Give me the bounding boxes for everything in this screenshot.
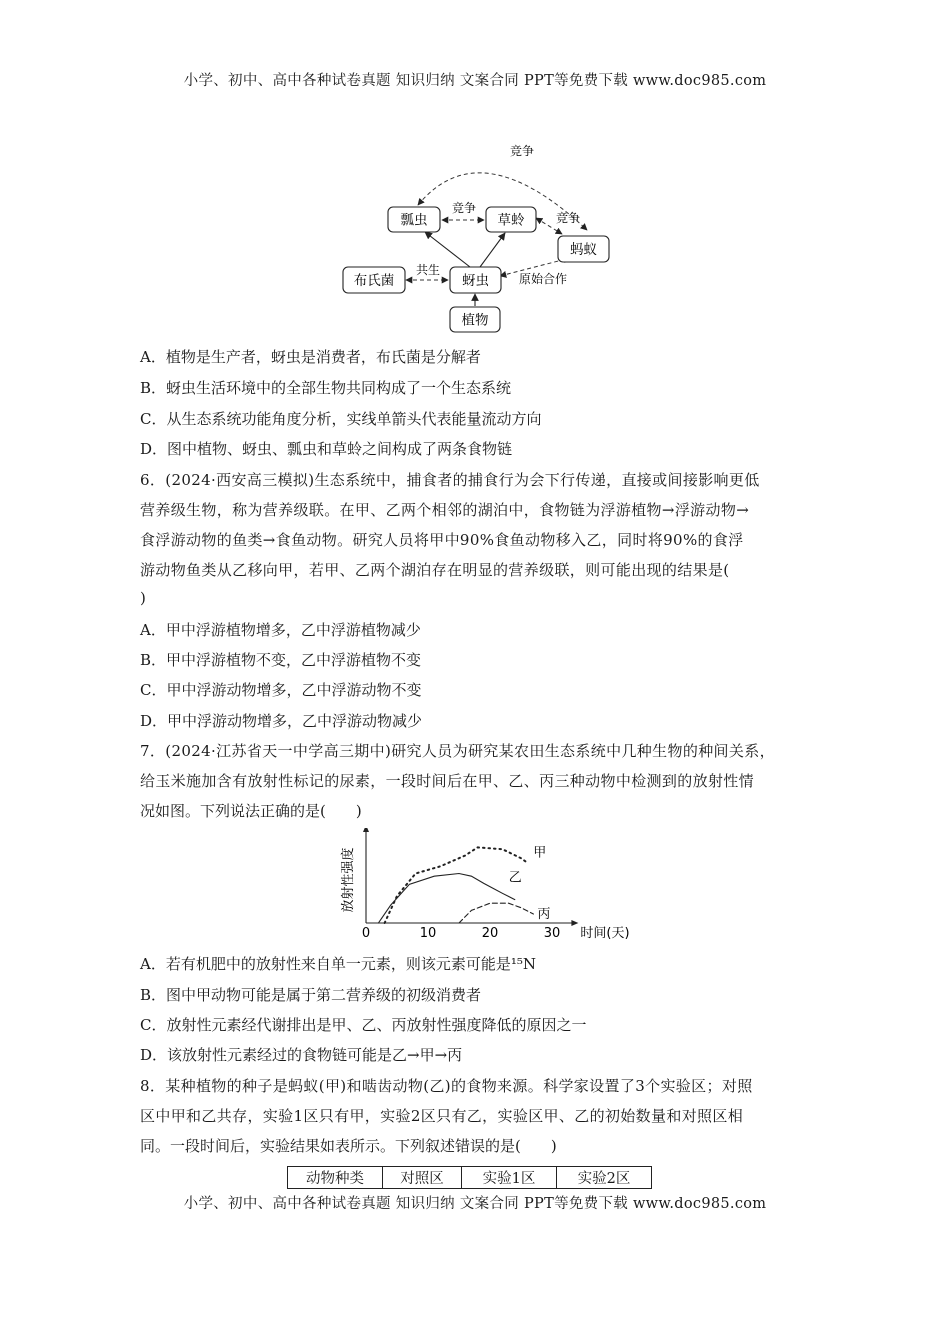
- node-aphid: 蚜虫: [462, 273, 489, 289]
- table-header-row: [288, 1167, 652, 1189]
- q5-option-b: B．蚜虫生活环境中的全部生物共同构成了一个生态系统: [140, 379, 512, 397]
- node-brucella: 布氏菌: [353, 273, 395, 289]
- node-ladybug: 瓢虫: [400, 212, 428, 229]
- radioactivity-chart: [330, 828, 630, 948]
- series-label: 甲: [533, 845, 547, 861]
- x-tick-label: 30: [543, 926, 561, 941]
- q6-option-b: B．甲中浮游植物不变，乙中浮游植物不变: [140, 651, 422, 669]
- q6-stem-line-5: ): [140, 589, 146, 607]
- series-line-丙: [459, 903, 533, 923]
- page-footer: 小学、初中、高中各种试卷真题 知识归纳 文案合同 PPT等免费下载 www.doc985.com: [183, 1196, 767, 1212]
- q8-stem-line-1: 8．某种植物的种子是蚂蚁(甲)和啮齿动物(乙)的食物来源。科学家设置了3个实验区；对照: [140, 1077, 753, 1095]
- series-line-甲: [385, 847, 528, 923]
- x-tick-label: 0: [361, 926, 371, 941]
- q5-option-a: A．植物是生产者，蚜虫是消费者，布氏菌是分解者: [140, 348, 481, 366]
- q7-stem-line-3: 况如图。下列说法正确的是( ): [140, 802, 362, 820]
- label-compete-mid: 竞争: [451, 201, 477, 215]
- x-axis-label: 时间(天): [580, 926, 630, 941]
- x-tick-label: 20: [481, 926, 499, 941]
- series-label: 丙: [537, 907, 551, 922]
- table-header-cell: 对照区: [383, 1167, 462, 1189]
- energy-arrow-aphid-lacewing: [480, 233, 505, 267]
- page-header: 小学、初中、高中各种试卷真题 知识归纳 文案合同 PPT等免费下载 www.doc985.com: [183, 73, 767, 89]
- label-compete-right: 竞争: [555, 211, 581, 225]
- table-header-cell: 动物种类: [288, 1167, 383, 1189]
- label-compete-top: 竞争: [509, 144, 535, 158]
- chart-ylabel: 放射性强度: [341, 847, 356, 913]
- q7-option-a: A．若有机肥中的放射性来自单一元素，则该元素可能是¹⁵N: [140, 955, 536, 973]
- series-label: 乙: [508, 870, 522, 886]
- q7-option-d: D．该放射性元素经过的食物链可能是乙→甲→丙: [140, 1046, 463, 1064]
- x-tick-label: 10: [419, 926, 437, 941]
- q8-stem-line-3: 同。一段时间后，实验结果如表所示。下列叙述错误的是( ): [140, 1137, 557, 1155]
- q5-option-c: C．从生态系统功能角度分析，实线单箭头代表能量流动方向: [140, 410, 542, 428]
- q6-stem-line-4: 游动物鱼类从乙移向甲，若甲、乙两个湖泊存在明显的营养级联，则可能出现的结果是(: [140, 561, 730, 579]
- q8-stem-line-2: 区中甲和乙共存，实验1区只有甲，实验2区只有乙，实验区甲、乙的初始数量和对照区相: [140, 1107, 744, 1125]
- label-symbiosis: 共生: [415, 263, 441, 277]
- q6-stem-line-1: 6．(2024·西安高三模拟)生态系统中，捕食者的捕食行为会下行传递，直接或间接影响更低: [140, 471, 760, 489]
- food-web-diagram: [330, 138, 630, 338]
- q7-stem-line-1: 7．(2024·江苏省天一中学高三期中)研究人员为研究某农田生态系统中几种生物的种间关系，: [140, 742, 775, 760]
- q7-option-c: C．放射性元素经代谢排出是甲、乙、丙放射性强度降低的原因之一: [140, 1016, 587, 1034]
- label-cooperation: 原始合作: [518, 272, 568, 286]
- table-header-cell: 实验1区: [462, 1167, 557, 1189]
- q6-stem-line-2: 营养级生物，称为营养级联。在甲、乙两个相邻的湖泊中，食物链为浮游植物→浮游动物→: [140, 501, 750, 519]
- node-plant: 植物: [461, 312, 489, 329]
- energy-arrow-aphid-ladybug: [425, 232, 470, 267]
- q6-option-d: D．甲中浮游动物增多，乙中浮游动物减少: [140, 712, 423, 730]
- q5-option-d: D．图中植物、蚜虫、瓢虫和草蛉之间构成了两条食物链: [140, 440, 513, 458]
- series-line-乙: [378, 874, 514, 924]
- q7-stem-line-2: 给玉米施加含有放射性标记的尿素，一段时间后在甲、乙、丙三种动物中检测到的放射性情: [140, 772, 755, 790]
- q6-option-a: A．甲中浮游植物增多，乙中浮游植物减少: [140, 621, 421, 639]
- node-ant: 蚂蚁: [570, 242, 597, 258]
- node-lacewing: 草蛉: [497, 212, 525, 229]
- q8-table: [287, 1166, 652, 1189]
- y-axis-arrow: [363, 828, 369, 832]
- table-header-cell: 实验2区: [557, 1167, 652, 1189]
- q6-stem-line-3: 食浮游动物的鱼类→食鱼动物。研究人员将甲中90%食鱼动物移入乙，同时将90%的食浮: [140, 531, 744, 549]
- q7-option-b: B．图中甲动物可能是属于第二营养级的初级消费者: [140, 986, 482, 1004]
- x-axis-arrow: [571, 920, 578, 926]
- q6-option-c: C．甲中浮游动物增多，乙中浮游动物不变: [140, 681, 422, 699]
